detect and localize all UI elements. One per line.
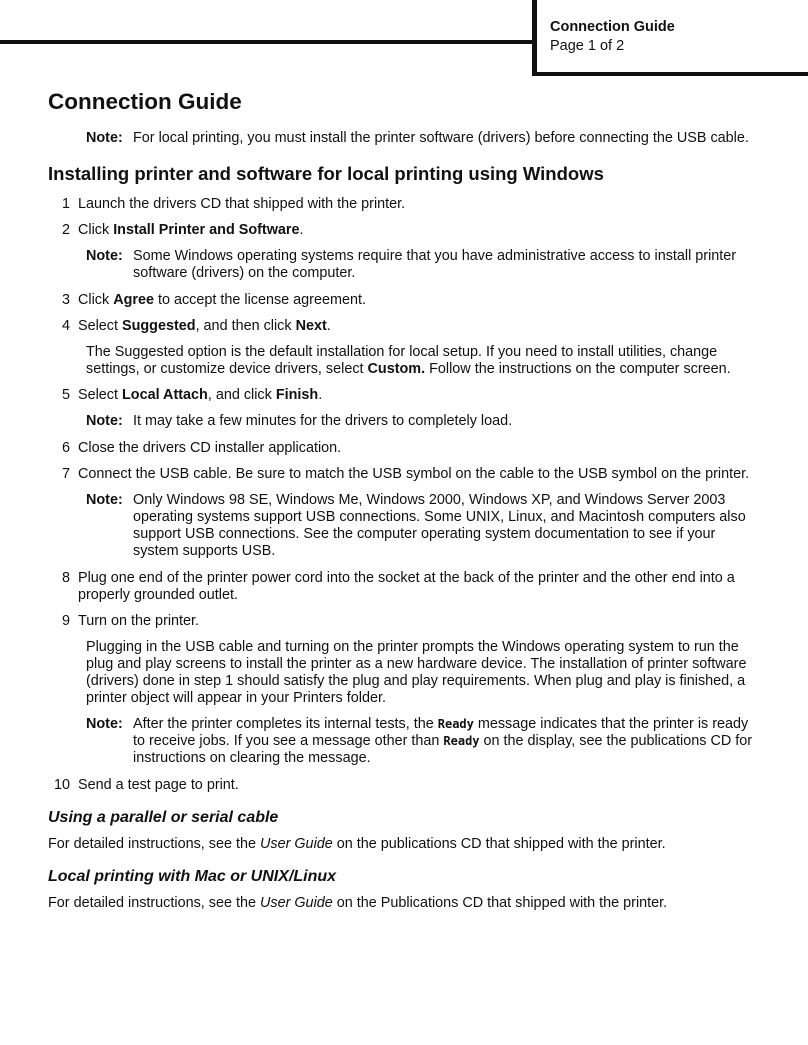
step-number: 5 xyxy=(61,387,70,403)
note-label: Note: xyxy=(86,413,123,429)
step-4-paragraph xyxy=(48,344,764,378)
step-text-part: Click xyxy=(78,292,114,308)
header-box-rule xyxy=(532,0,537,76)
step-text-part: . xyxy=(299,222,304,238)
paragraph-part: For detailed instructions, see the xyxy=(48,895,260,911)
step-text-emphasis: Local Attach xyxy=(122,387,208,403)
step-text-part: to accept the license agreement. xyxy=(153,292,366,308)
step-text xyxy=(78,292,764,309)
note-text: Some Windows operating systems require that you have administrative access to install printer software (drivers) on the computer. xyxy=(133,248,737,281)
paragraph-part: Follow the instructions on the computer screen. xyxy=(425,361,731,377)
section-heading-parallel-serial: Using a parallel or serial cable xyxy=(48,809,279,826)
step-9 xyxy=(48,613,764,630)
step-text-emphasis: Next xyxy=(295,318,327,334)
step-1 xyxy=(48,196,764,213)
note-label: Note: xyxy=(86,248,123,264)
header-box-bottom-rule xyxy=(532,72,808,76)
section-paragraph-mac-unix xyxy=(48,895,764,912)
code-ready: Ready xyxy=(437,717,474,731)
step-number: 4 xyxy=(61,318,70,334)
note-top xyxy=(48,130,764,147)
header-page-number: Page 1 of 2 xyxy=(550,38,625,54)
section-heading-windows: Installing printer and software for local printing using Windows xyxy=(48,163,604,184)
paragraph-part: on the Publications CD that shipped with the printer. xyxy=(332,895,668,911)
section-heading-mac-unix: Local printing with Mac or UNIX/Linux xyxy=(48,868,337,885)
paragraph-part: For detailed instructions, see the xyxy=(48,836,260,852)
step-text: Launch the drivers CD that shipped with the printer. xyxy=(78,196,406,212)
step-3 xyxy=(48,292,764,309)
step-9-paragraph: Plugging in the USB cable and turning on the printer prompts the Windows operating system to run the plug and play screens to install the printer as a new hardware device. The installation of printer software (drivers) done in step 1 should satisfy the plug and play requirements. When plug and play is finished, a printer object will appear in your Printers folder. xyxy=(86,639,747,706)
note-label: Note: xyxy=(86,130,123,146)
step-5 xyxy=(48,387,764,404)
step-text-part: . xyxy=(318,387,323,403)
step-text-part: Click xyxy=(78,222,114,238)
step-text-part: , and click xyxy=(207,387,276,403)
code-ready: Ready xyxy=(443,734,480,748)
step-text-part: . xyxy=(326,318,331,334)
step-7 xyxy=(48,466,764,483)
note-label: Note: xyxy=(86,492,123,508)
book-title: User Guide xyxy=(259,895,333,911)
note-step-9 xyxy=(48,716,764,767)
note-text-part: message indicates that the printer is ready to receive jobs. If you see a message other than xyxy=(133,716,749,749)
step-number: 2 xyxy=(61,222,70,238)
step-text: Send a test page to print. xyxy=(78,777,239,793)
step-2 xyxy=(48,222,764,239)
page-title: Connection Guide xyxy=(48,89,242,114)
step-text-part: Select xyxy=(78,387,122,403)
document-body xyxy=(48,88,764,920)
step-6 xyxy=(48,440,764,457)
step-text-emphasis: Agree xyxy=(113,292,154,308)
note-text: It may take a few minutes for the drivers to completely load. xyxy=(133,413,513,429)
note-text-part: on the display, see the publications CD for instructions on clearing the message. xyxy=(133,733,753,766)
step-number: 3 xyxy=(61,292,70,308)
step-text: Close the drivers CD installer application. xyxy=(78,440,342,456)
note-text: For local printing, you must install the printer software (drivers) before connecting the USB cable. xyxy=(133,130,749,146)
step-text xyxy=(78,222,764,239)
step-number: 1 xyxy=(61,196,70,212)
step-text xyxy=(78,387,764,404)
note-step-5 xyxy=(48,413,764,430)
step-number: 8 xyxy=(61,570,70,586)
paragraph-part: on the publications CD that shipped with the printer. xyxy=(332,836,666,852)
step-text-part: , and then click xyxy=(195,318,296,334)
step-text-emphasis: Finish xyxy=(275,387,319,403)
paragraph-emphasis: Custom. xyxy=(367,361,426,377)
step-text: Connect the USB cable. Be sure to match the USB symbol on the cable to the USB symbol on the printer. xyxy=(78,466,750,482)
step-text-part: Select xyxy=(78,318,122,334)
step-number: 6 xyxy=(61,440,70,456)
note-text xyxy=(133,716,764,767)
step-4 xyxy=(48,318,764,335)
step-number: 7 xyxy=(61,466,70,482)
note-label: Note: xyxy=(86,716,123,732)
step-text-emphasis: Install Printer and Software xyxy=(113,222,300,238)
step-text xyxy=(78,318,764,335)
step-text: Turn on the printer. xyxy=(78,613,200,629)
step-text: Plug one end of the printer power cord into the socket at the back of the printer and the other end into a properly grounded outlet. xyxy=(78,570,735,603)
book-title: User Guide xyxy=(259,836,333,852)
note-text-part: After the printer completes its internal tests, the xyxy=(133,716,438,732)
header-title: Connection Guide xyxy=(550,19,675,35)
note-step-7 xyxy=(48,492,764,560)
step-number: 9 xyxy=(61,613,70,629)
step-text-emphasis: Suggested xyxy=(122,318,196,334)
section-paragraph-parallel-serial xyxy=(48,836,764,853)
step-8 xyxy=(48,570,764,604)
note-step-2 xyxy=(48,248,764,282)
note-text: Only Windows 98 SE, Windows Me, Windows 2000, Windows XP, and Windows Server 2003 operating systems support USB connections. Some UNIX, Linux, and Macintosh computers also support USB connections. See the computer operating system documentation to see if your system supports USB. xyxy=(133,492,746,559)
step-10 xyxy=(48,777,764,794)
step-number: 10 xyxy=(53,777,70,793)
header-rule xyxy=(0,40,536,44)
paragraph-part: The Suggested option is the default installation for local setup. If you need to install utilities, change settings, or customize device drivers, select xyxy=(86,344,718,377)
